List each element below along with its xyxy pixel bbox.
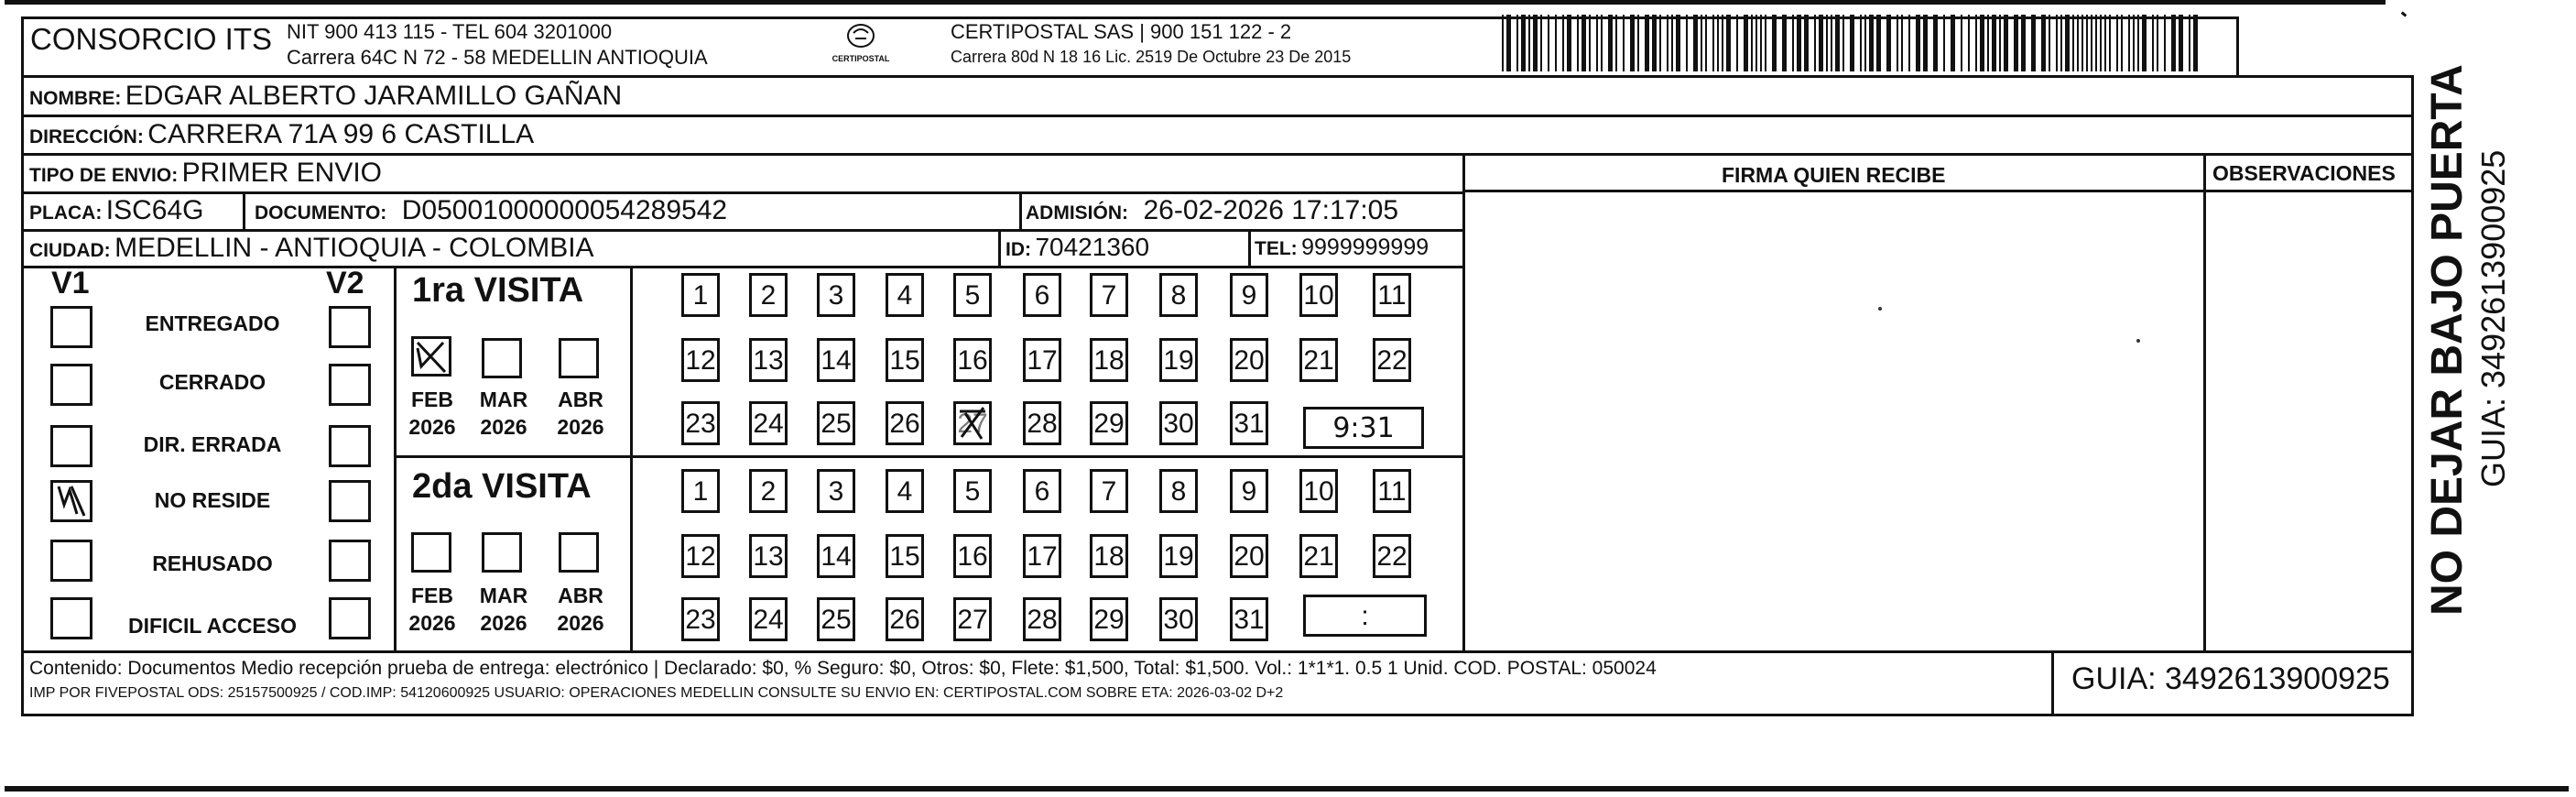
visit2-day-8[interactable]: 8 bbox=[1159, 469, 1198, 513]
no-dejar-text: NO DEJAR BAJO PUERTA bbox=[2423, 64, 2472, 616]
row-line-2 bbox=[21, 153, 2413, 156]
visit2-day-16[interactable]: 16 bbox=[953, 534, 992, 578]
barcode-bar bbox=[1516, 15, 1518, 71]
barcode-bar bbox=[2041, 15, 2046, 71]
visit2-day-28[interactable]: 28 bbox=[1023, 597, 1061, 641]
nit-line: NIT 900 413 115 - TEL 604 3201000 bbox=[287, 20, 613, 43]
visit1-day-11[interactable]: 11 bbox=[1373, 273, 1411, 317]
barcode-bar bbox=[1726, 15, 1731, 71]
barcode-bar bbox=[1901, 15, 1903, 71]
signature-divider bbox=[1462, 153, 1465, 650]
visit1-day-2[interactable]: 2 bbox=[749, 273, 788, 317]
tipo-value: PRIMER ENVIO bbox=[181, 158, 383, 188]
visit1-day-9[interactable]: 9 bbox=[1230, 273, 1268, 317]
visit2-feb-checkbox[interactable] bbox=[411, 532, 451, 573]
barcode-bar bbox=[1659, 15, 1661, 71]
barcode-bar bbox=[1755, 15, 1757, 71]
tel-label: TEL: bbox=[1255, 238, 1298, 259]
barcode-bar bbox=[1540, 15, 1542, 71]
barcode-bar bbox=[1908, 15, 1910, 71]
id-row bbox=[1005, 233, 1149, 262]
barcode-bar bbox=[1797, 15, 1801, 71]
v1-no-reside-checkbox[interactable] bbox=[50, 480, 92, 522]
side-guia-text: GUIA: 3492613900925 bbox=[2474, 149, 2512, 487]
v2-entregado-checkbox[interactable] bbox=[329, 306, 371, 348]
barcode-bar bbox=[1521, 15, 1526, 71]
placa-label: PLACA: bbox=[29, 202, 103, 224]
tipo-row bbox=[29, 158, 382, 189]
footer-guia: GUIA: 3492613900925 bbox=[2071, 661, 2390, 696]
visit1-day-20[interactable]: 20 bbox=[1230, 338, 1268, 382]
id-label: ID: bbox=[1005, 239, 1031, 260]
visit1-day-10[interactable]: 10 bbox=[1299, 273, 1338, 317]
barcode-bar bbox=[1819, 15, 1823, 71]
certipostal-logo bbox=[829, 22, 893, 68]
visit2-day-20[interactable]: 20 bbox=[1230, 534, 1268, 578]
row-line-4 bbox=[21, 229, 1463, 232]
visit1-day-30[interactable]: 30 bbox=[1159, 401, 1198, 445]
visit2-abr-checkbox[interactable] bbox=[559, 532, 599, 573]
visit1-day-3[interactable]: 3 bbox=[817, 273, 855, 317]
barcode-bar bbox=[2031, 15, 2036, 71]
visit1-day-6[interactable]: 6 bbox=[1023, 273, 1061, 317]
visit2-year-feb: 2026 bbox=[408, 611, 456, 635]
barcode-bar bbox=[2021, 15, 2026, 71]
visit2-day-10[interactable]: 10 bbox=[1299, 469, 1338, 513]
visit2-mar-checkbox[interactable] bbox=[482, 532, 522, 573]
visit2-day-18[interactable]: 18 bbox=[1090, 534, 1128, 578]
barcode-bar bbox=[1712, 15, 1714, 71]
direccion-row bbox=[29, 119, 534, 150]
visit-divider bbox=[630, 266, 633, 650]
firma-header: FIRMA QUIEN RECIBE bbox=[1722, 163, 1946, 187]
barcode-bar bbox=[1826, 15, 1828, 71]
visit2-day-19[interactable]: 19 bbox=[1159, 534, 1198, 578]
barcode-bar bbox=[1693, 15, 1698, 71]
checkmark-icon bbox=[53, 483, 90, 519]
visit1-day-29[interactable]: 29 bbox=[1090, 401, 1128, 445]
signature-area[interactable] bbox=[1466, 192, 2201, 649]
barcode-bar bbox=[2189, 15, 2190, 71]
barcode-bar bbox=[1686, 15, 1688, 71]
barcode-bar bbox=[2077, 15, 2079, 71]
admision-value: 26-02-2026 17:17:05 bbox=[1143, 195, 1399, 225]
barcode-bar bbox=[1992, 15, 1996, 71]
documento-label: DOCUMENTO: bbox=[255, 202, 387, 224]
barcode-bar bbox=[1608, 15, 1613, 71]
visit2-day-15[interactable]: 15 bbox=[886, 534, 924, 578]
barcode-bar bbox=[2152, 15, 2154, 71]
barcode-bar bbox=[1671, 15, 1673, 71]
barcode-bar bbox=[1876, 15, 1881, 71]
barcode-bar bbox=[1744, 15, 1748, 71]
visit2-day-22[interactable]: 22 bbox=[1373, 534, 1411, 578]
barcode-bar bbox=[2137, 15, 2139, 71]
tel-value: 9999999999 bbox=[1301, 235, 1429, 260]
visit1-day-17[interactable]: 17 bbox=[1023, 338, 1061, 382]
barcode-bar bbox=[1562, 15, 1564, 71]
visit2-time-value: : bbox=[1361, 601, 1369, 631]
visit2-day-6[interactable]: 6 bbox=[1023, 469, 1061, 513]
barcode-bar bbox=[2157, 15, 2158, 71]
visit-separator bbox=[394, 455, 1463, 458]
barcode-bar bbox=[1923, 15, 1928, 71]
barcode-bar bbox=[2081, 15, 2083, 71]
visit2-day-11[interactable]: 11 bbox=[1373, 469, 1411, 513]
barcode-bar bbox=[1975, 15, 1977, 71]
visit2-day-4[interactable]: 4 bbox=[886, 469, 924, 513]
barcode-bar bbox=[2086, 15, 2088, 71]
visit1-day-31[interactable]: 31 bbox=[1230, 401, 1268, 445]
visit2-year-mar: 2026 bbox=[480, 611, 527, 635]
barcode-bar bbox=[2171, 15, 2176, 71]
visit1-day-12[interactable]: 12 bbox=[681, 338, 720, 382]
status-divider bbox=[394, 266, 397, 650]
imp-text: IMP POR FIVEPOSTAL ODS: 25157500925 / COD.IMP: 54120600925 USUARIO: OPERACIONES MEDELLIN CONSULTE SU ENVIO EN: CERTIPOSTAL.COM SOBRE ETA: 2026-03-02 D+2 bbox=[29, 685, 1284, 701]
visit2-title: 2da VISITA bbox=[412, 467, 592, 506]
v1-rehusado-checkbox[interactable] bbox=[50, 540, 92, 582]
visit2-day-5[interactable]: 5 bbox=[953, 469, 992, 513]
visit1-day-16[interactable]: 16 bbox=[953, 338, 992, 382]
v1-dificil-acceso-checkbox[interactable] bbox=[50, 597, 92, 639]
barcode-bar bbox=[1850, 15, 1854, 71]
visit2-day-14[interactable]: 14 bbox=[817, 534, 855, 578]
barcode-bar bbox=[1548, 15, 1549, 71]
visit1-title: 1ra VISITA bbox=[412, 271, 584, 310]
barcode-bar bbox=[1637, 15, 1639, 71]
v1-entregado-checkbox[interactable] bbox=[50, 306, 92, 348]
barcode-bar bbox=[1751, 15, 1753, 71]
barcode-bar bbox=[2060, 15, 2062, 71]
barcode-bar bbox=[1506, 15, 1511, 71]
visit1-day-28[interactable]: 28 bbox=[1023, 401, 1061, 445]
v1-cerrado-checkbox[interactable] bbox=[50, 364, 92, 406]
visit1-day-8[interactable]: 8 bbox=[1159, 273, 1198, 317]
visit2-day-25[interactable]: 25 bbox=[817, 597, 855, 641]
company-name: CONSORCIO ITS bbox=[30, 22, 273, 56]
barcode-bar bbox=[1528, 15, 1530, 71]
placa-row bbox=[29, 195, 204, 226]
documento-value: D05001000000054289542 bbox=[401, 195, 728, 225]
visit2-day-24[interactable]: 24 bbox=[749, 597, 788, 641]
footer-divider bbox=[2051, 650, 2054, 716]
visit2-day-13[interactable]: 13 bbox=[749, 534, 788, 578]
row-line-5 bbox=[21, 266, 1463, 268]
barcode-bar bbox=[2014, 15, 2018, 71]
barcode-bar bbox=[2065, 15, 2070, 71]
barcode-bar bbox=[1943, 15, 1945, 71]
tipo-label: TIPO DE ENVIO: bbox=[29, 165, 179, 186]
barcode-bar bbox=[1842, 15, 1844, 71]
visit1-day-4[interactable]: 4 bbox=[886, 273, 924, 317]
barcode-bar bbox=[2164, 15, 2166, 71]
visit2-day-2[interactable]: 2 bbox=[749, 469, 788, 513]
barcode-bar bbox=[2116, 15, 2118, 71]
v2-label: V2 bbox=[326, 266, 364, 300]
observaciones-header: OBSERVACIONES bbox=[2212, 161, 2396, 185]
visit2-day-29[interactable]: 29 bbox=[1090, 597, 1128, 641]
visit2-day-9[interactable]: 9 bbox=[1230, 469, 1268, 513]
visit1-year-abr: 2026 bbox=[557, 415, 604, 439]
visit1-month-mar: MAR bbox=[479, 388, 528, 411]
visit2-day-31[interactable]: 31 bbox=[1230, 597, 1268, 641]
signature-mark bbox=[2136, 339, 2140, 343]
status-cerrado: CERRADO bbox=[158, 370, 266, 394]
row-line-grid-bottom bbox=[21, 650, 2413, 653]
barcode-bar bbox=[1869, 15, 1874, 71]
barcode-bar bbox=[2109, 15, 2111, 71]
barcode-bar bbox=[1897, 15, 1898, 71]
checkmark-icon bbox=[414, 339, 451, 376]
barcode-bar bbox=[1601, 15, 1603, 71]
visit1-day-14[interactable]: 14 bbox=[817, 338, 855, 382]
tel-row bbox=[1255, 235, 1429, 261]
barcode-bar bbox=[1589, 15, 1591, 71]
barcode-bar bbox=[1567, 15, 1571, 71]
barcode-bar bbox=[1987, 15, 1989, 71]
barcode-bar bbox=[2072, 15, 2074, 71]
barcode-bar bbox=[2100, 15, 2102, 71]
barcode-bar bbox=[1814, 15, 1816, 71]
documento-row bbox=[255, 195, 727, 226]
barcode-bar bbox=[2095, 15, 2097, 71]
status-no-reside: NO RESIDE bbox=[154, 488, 271, 512]
barcode-bar bbox=[1533, 15, 1538, 71]
visit1-year-feb: 2026 bbox=[408, 415, 456, 439]
barcode-bar bbox=[1722, 15, 1723, 71]
barcode-bar bbox=[1596, 15, 1598, 71]
tel-divider bbox=[1248, 229, 1251, 266]
direccion-value: CARRERA 71A 99 6 CASTILLA bbox=[147, 119, 535, 149]
bottom-rule bbox=[5, 786, 2569, 792]
visit1-month-feb: FEB bbox=[411, 388, 453, 411]
visit1-day-22[interactable]: 22 bbox=[1373, 338, 1411, 382]
contenido-text: Contenido: Documentos Medio recepción prueba de entrega: electrónico | Declarado: $0, % Seguro: $0, Otros: $0, Flete: $1,500, Total: $1,500. Vol.: 1*1*1. 0.5 1 Unid. COD. POSTAL: 050024 bbox=[29, 658, 1657, 679]
barcode-bar bbox=[2121, 15, 2123, 71]
visit2-time-field[interactable] bbox=[1303, 595, 1427, 637]
barcode-bar bbox=[1652, 15, 1657, 71]
barcode-bar bbox=[2133, 15, 2135, 71]
barcode-bar bbox=[1860, 15, 1862, 71]
v1-dir-errada-checkbox[interactable] bbox=[50, 425, 92, 467]
visit1-feb-checkbox[interactable] bbox=[411, 336, 451, 377]
barcode-bar bbox=[1701, 15, 1702, 71]
visit1-time-field[interactable] bbox=[1303, 407, 1424, 449]
observations-divider bbox=[2203, 153, 2206, 650]
barcode-bar bbox=[1736, 15, 1738, 71]
visit1-day-27[interactable]: 27 bbox=[953, 401, 992, 445]
visit1-month-abr: ABR bbox=[558, 388, 603, 411]
v2-no-reside-checkbox[interactable] bbox=[329, 480, 371, 522]
carrier-address: Carrera 80d N 18 16 Lic. 2519 De Octubre 23 De 2015 bbox=[951, 48, 1352, 66]
barcode-bar bbox=[1630, 15, 1635, 71]
barcode-bar bbox=[1705, 15, 1707, 71]
barcode-bar bbox=[1933, 15, 1938, 71]
barcode-bar bbox=[2104, 15, 2106, 71]
ciudad-row bbox=[29, 233, 594, 264]
barcode-bar bbox=[2091, 15, 2092, 71]
logo-text: CERTIPOSTAL bbox=[831, 54, 890, 63]
barcode-bar bbox=[1760, 15, 1762, 71]
barcode-bar bbox=[1792, 15, 1794, 71]
barcode-bar bbox=[1886, 15, 1891, 71]
observations-area[interactable] bbox=[2207, 192, 2410, 649]
barcode-bar bbox=[1968, 15, 1970, 71]
visit2-day-30[interactable]: 30 bbox=[1159, 597, 1198, 641]
row-line-3 bbox=[21, 191, 1463, 194]
barcode-bar bbox=[2049, 15, 2050, 71]
barcode-bar bbox=[2128, 15, 2130, 71]
ciudad-value: MEDELLIN - ANTIOQUIA - COLOMBIA bbox=[114, 233, 594, 263]
side-text bbox=[2422, 64, 2560, 616]
admision-row bbox=[1026, 195, 1398, 226]
visit1-day-24[interactable]: 24 bbox=[749, 401, 788, 445]
address-line: Carrera 64C N 72 - 58 MEDELLIN ANTIOQUIA bbox=[287, 46, 708, 69]
visit1-mar-checkbox[interactable] bbox=[482, 338, 522, 378]
barcode-bar bbox=[2004, 15, 2008, 71]
barcode-bar bbox=[1676, 15, 1680, 71]
visit1-year-mar: 2026 bbox=[480, 415, 527, 439]
visit2-day-27[interactable]: 27 bbox=[953, 597, 992, 641]
barcode-bar bbox=[1667, 15, 1668, 71]
placa-value: ISC64G bbox=[105, 195, 204, 225]
barcode-bar bbox=[1999, 15, 2001, 71]
barcode-bar bbox=[1502, 15, 1504, 71]
v1-label: V1 bbox=[51, 266, 90, 300]
barcode-bar bbox=[1555, 15, 1557, 71]
visit1-day-18[interactable]: 18 bbox=[1090, 338, 1128, 382]
barcode bbox=[1502, 15, 2207, 71]
status-entregado: ENTREGADO bbox=[145, 311, 280, 335]
id-value: 70421360 bbox=[1035, 233, 1150, 261]
visit1-day-7[interactable]: 7 bbox=[1090, 273, 1128, 317]
visit1-abr-checkbox[interactable] bbox=[559, 338, 599, 378]
barcode-bar bbox=[1831, 15, 1832, 71]
visit2-year-abr: 2026 bbox=[557, 611, 604, 635]
visit2-day-26[interactable]: 26 bbox=[886, 597, 924, 641]
barcode-bar bbox=[1577, 15, 1579, 71]
admision-label: ADMISIÓN: bbox=[1026, 202, 1128, 224]
ciudad-label: CIUDAD: bbox=[29, 240, 111, 261]
barcode-bar bbox=[1765, 15, 1766, 71]
barcode-bar bbox=[2179, 15, 2183, 71]
top-rule bbox=[5, 0, 2386, 5]
v2-dir-errada-checkbox[interactable] bbox=[329, 425, 371, 467]
visit2-month-abr: ABR bbox=[558, 584, 603, 607]
barcode-bar bbox=[2193, 15, 2198, 71]
carrier-line: CERTIPOSTAL SAS | 900 151 122 - 2 bbox=[951, 20, 1292, 43]
barcode-bar bbox=[1782, 15, 1787, 71]
visit1-day-1[interactable]: 1 bbox=[681, 273, 720, 317]
visit1-day-23[interactable]: 23 bbox=[681, 401, 720, 445]
barcode-bar bbox=[1804, 15, 1809, 71]
v2-dificil-acceso-checkbox[interactable] bbox=[329, 597, 371, 639]
visit1-day-5[interactable]: 5 bbox=[953, 273, 992, 317]
id-divider bbox=[998, 229, 1001, 266]
visit1-day-15[interactable]: 15 bbox=[886, 338, 924, 382]
visit1-day-25[interactable]: 25 bbox=[817, 401, 855, 445]
barcode-bar bbox=[1615, 15, 1617, 71]
nombre-value: EDGAR ALBERTO JARAMILLO GAÑAN bbox=[125, 81, 623, 111]
barcode-bar bbox=[1980, 15, 1984, 71]
v2-cerrado-checkbox[interactable] bbox=[329, 364, 371, 406]
barcode-bar bbox=[1961, 15, 1962, 71]
nombre-label: NOMBRE: bbox=[29, 88, 122, 109]
visit1-time-value: 9:31 bbox=[1332, 412, 1395, 444]
visit2-day-12[interactable]: 12 bbox=[681, 534, 720, 578]
direccion-label: DIRECCIÓN: bbox=[29, 126, 144, 147]
row-line-1 bbox=[21, 115, 2413, 117]
barcode-bar bbox=[1916, 15, 1920, 71]
visit2-day-7[interactable]: 7 bbox=[1090, 469, 1128, 513]
barcode-bar bbox=[1835, 15, 1840, 71]
visit2-month-mar: MAR bbox=[479, 584, 528, 607]
status-dir-errada: DIR. ERRADA bbox=[143, 432, 282, 456]
status-rehusado: REHUSADO bbox=[152, 551, 273, 575]
visit2-day-23[interactable]: 23 bbox=[681, 597, 720, 641]
barcode-bar bbox=[1951, 15, 1955, 71]
nombre-row bbox=[29, 81, 622, 112]
visit2-day-1[interactable]: 1 bbox=[681, 469, 720, 513]
barcode-bar bbox=[2142, 15, 2147, 71]
barcode-bar bbox=[1645, 15, 1649, 71]
visit1-day-13[interactable]: 13 bbox=[749, 338, 788, 382]
barcode-bar bbox=[2056, 15, 2058, 71]
admision-divider bbox=[1019, 191, 1022, 229]
barcode-bar bbox=[1581, 15, 1586, 71]
visit2-month-feb: FEB bbox=[411, 584, 453, 607]
visit1-day-21[interactable]: 21 bbox=[1299, 338, 1338, 382]
visit2-day-17[interactable]: 17 bbox=[1023, 534, 1061, 578]
barcode-bar bbox=[1717, 15, 1719, 71]
status-dificil-acceso: DIFICIL ACCESO bbox=[127, 614, 297, 638]
corner-mark bbox=[2401, 11, 2408, 16]
visit2-day-3[interactable]: 3 bbox=[817, 469, 855, 513]
placa-divider bbox=[243, 191, 245, 229]
barcode-bar bbox=[1623, 15, 1625, 71]
signature-mark bbox=[1878, 307, 1882, 311]
visit1-day-19[interactable]: 19 bbox=[1159, 338, 1198, 382]
barcode-bar bbox=[1772, 15, 1777, 71]
barcode-bar bbox=[1864, 15, 1866, 71]
visit2-day-21[interactable]: 21 bbox=[1299, 534, 1338, 578]
visit1-day-26[interactable]: 26 bbox=[886, 401, 924, 445]
v2-rehusado-checkbox[interactable] bbox=[329, 540, 371, 582]
